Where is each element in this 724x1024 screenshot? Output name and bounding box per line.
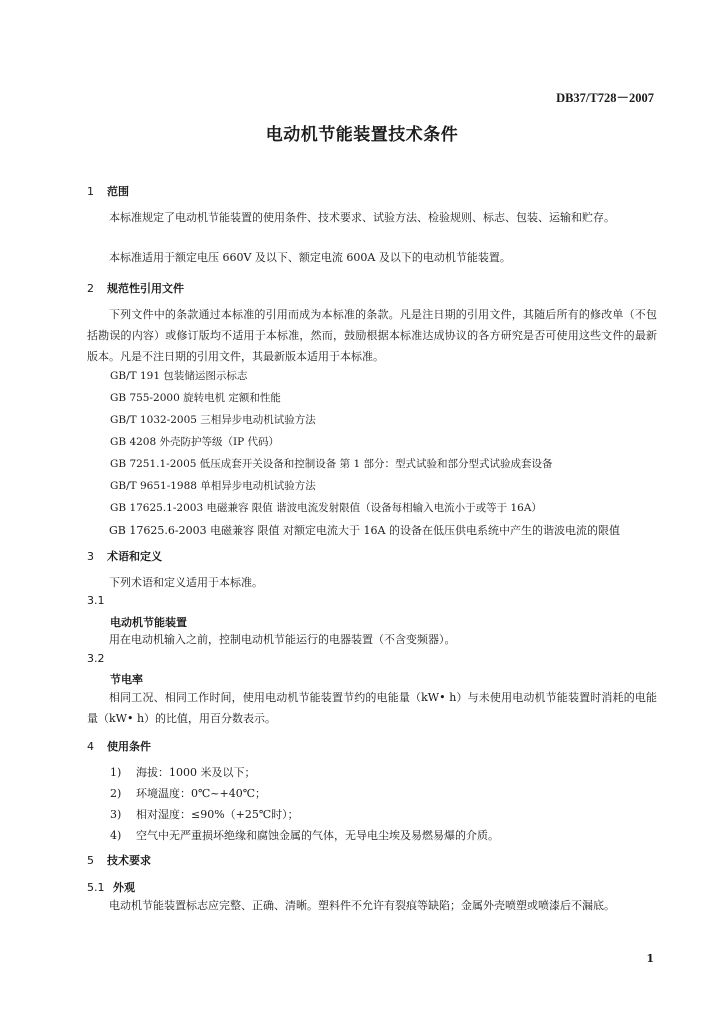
list-number: 4): [110, 829, 122, 842]
reference-item: GB 17625.6-2003 电磁兼容 限值 对额定电流大于 16A 的设备在低压供电系统中产生的谐波电流的限值: [109, 524, 620, 537]
reference-item: GB/T 1032-2005 三相异步电动机试验方法: [110, 414, 316, 426]
section-5-heading: [87, 852, 151, 868]
term-definition: 用在电动机输入之前，控制电动机节能运行的电器装置（不含变频器）。: [109, 633, 456, 646]
section-2-heading: [87, 280, 184, 296]
subsection-5-1-heading: [87, 879, 135, 895]
reference-item: GB 17625.1-2003 电磁兼容 限值 谐波电流发射限值（设备每相输入电流小于或等于 16A）: [110, 502, 542, 514]
list-number: 3): [110, 808, 122, 821]
section-title: 规范性引用文件: [107, 282, 184, 295]
term-definition: 相同工况、相同工作时间，使用电动机节能装置节约的电能量（kW• h）与未使用电动机节能装置时消耗的电能量（kW• h）的比值，用百分数表示。: [87, 691, 657, 725]
term-number: 3.2: [87, 652, 105, 665]
paragraph: 本标准适用于额定电压 660V 及以下、额定电流 600A 及以下的电动机节能装置。: [109, 251, 511, 264]
subsection-number: 5.1: [87, 881, 105, 894]
list-item: [110, 806, 299, 822]
list-text: 空气中无严重损坏绝缘和腐蚀金属的气体，无导电尘埃及易燃易爆的介质。: [136, 829, 499, 842]
section-3-heading: [87, 548, 162, 564]
page-number: 1: [646, 952, 654, 965]
list-item: [110, 827, 499, 843]
term-name: 节电率: [110, 673, 143, 686]
list-number: 1): [110, 766, 122, 779]
reference-item: GB/T 9651-1988 单相异步电动机试验方法: [110, 480, 316, 492]
standard-code: DB37/T728－2007: [556, 91, 654, 105]
paragraph: 下列术语和定义适用于本标准。: [109, 576, 263, 589]
section-number: 1: [87, 185, 94, 198]
section-title: 技术要求: [107, 854, 151, 867]
section-number: 2: [87, 282, 94, 295]
section-number: 4: [87, 740, 94, 753]
section-1-heading: [87, 183, 129, 199]
section-number: 5: [87, 854, 94, 867]
paragraph: 电动机节能装置标志应完整、正确、清晰。塑料件不允许有裂痕等缺陷；金属外壳喷塑或喷漆后不漏底。: [109, 899, 615, 912]
list-item: [110, 764, 256, 780]
section-4-heading: [87, 738, 151, 754]
section-number: 3: [87, 550, 94, 563]
term-number: 3.1: [87, 594, 105, 607]
reference-item: GB 7251.1-2005 低压成套开关设备和控制设备 第 1 部分：型式试验和部分型式试验成套设备: [110, 458, 553, 470]
list-text: 环境温度：0℃~+40℃；: [136, 787, 267, 800]
reference-item: GB 4208 外壳防护等级（IP 代码）: [110, 436, 280, 448]
document-title: 电动机节能装置技术条件: [265, 125, 459, 145]
reference-item: GB/T 191 包装储运图示标志: [110, 370, 248, 382]
term-name: 电动机节能装置: [110, 616, 187, 629]
section-title: 术语和定义: [107, 550, 162, 563]
list-text: 相对湿度：≤90%（+25℃时）；: [136, 808, 299, 821]
list-number: 2): [110, 787, 122, 800]
paragraph: 下列文件中的条款通过本标准的引用而成为本标准的条款。凡是注日期的引用文件，其随后所有的修改单（不包括勘误的内容）或修订版均不适用于本标准，然而，鼓励根据本标准达成协议的各方研究是否可使用这些文件的最新版本。凡是不注日期的引用文件，其最新版本适用于本标准。: [87, 308, 657, 363]
section-title: 使用条件: [107, 740, 151, 753]
section-title: 范围: [107, 185, 129, 198]
paragraph: 本标准规定了电动机节能装置的使用条件、技术要求、试验方法、检验规则、标志、包装、运输和贮存。: [109, 211, 615, 224]
subsection-title: 外观: [113, 881, 135, 894]
list-text: 海拔：1000 米及以下；: [136, 766, 256, 779]
reference-item: GB 755-2000 旋转电机 定额和性能: [110, 392, 281, 404]
list-item: [110, 785, 266, 801]
